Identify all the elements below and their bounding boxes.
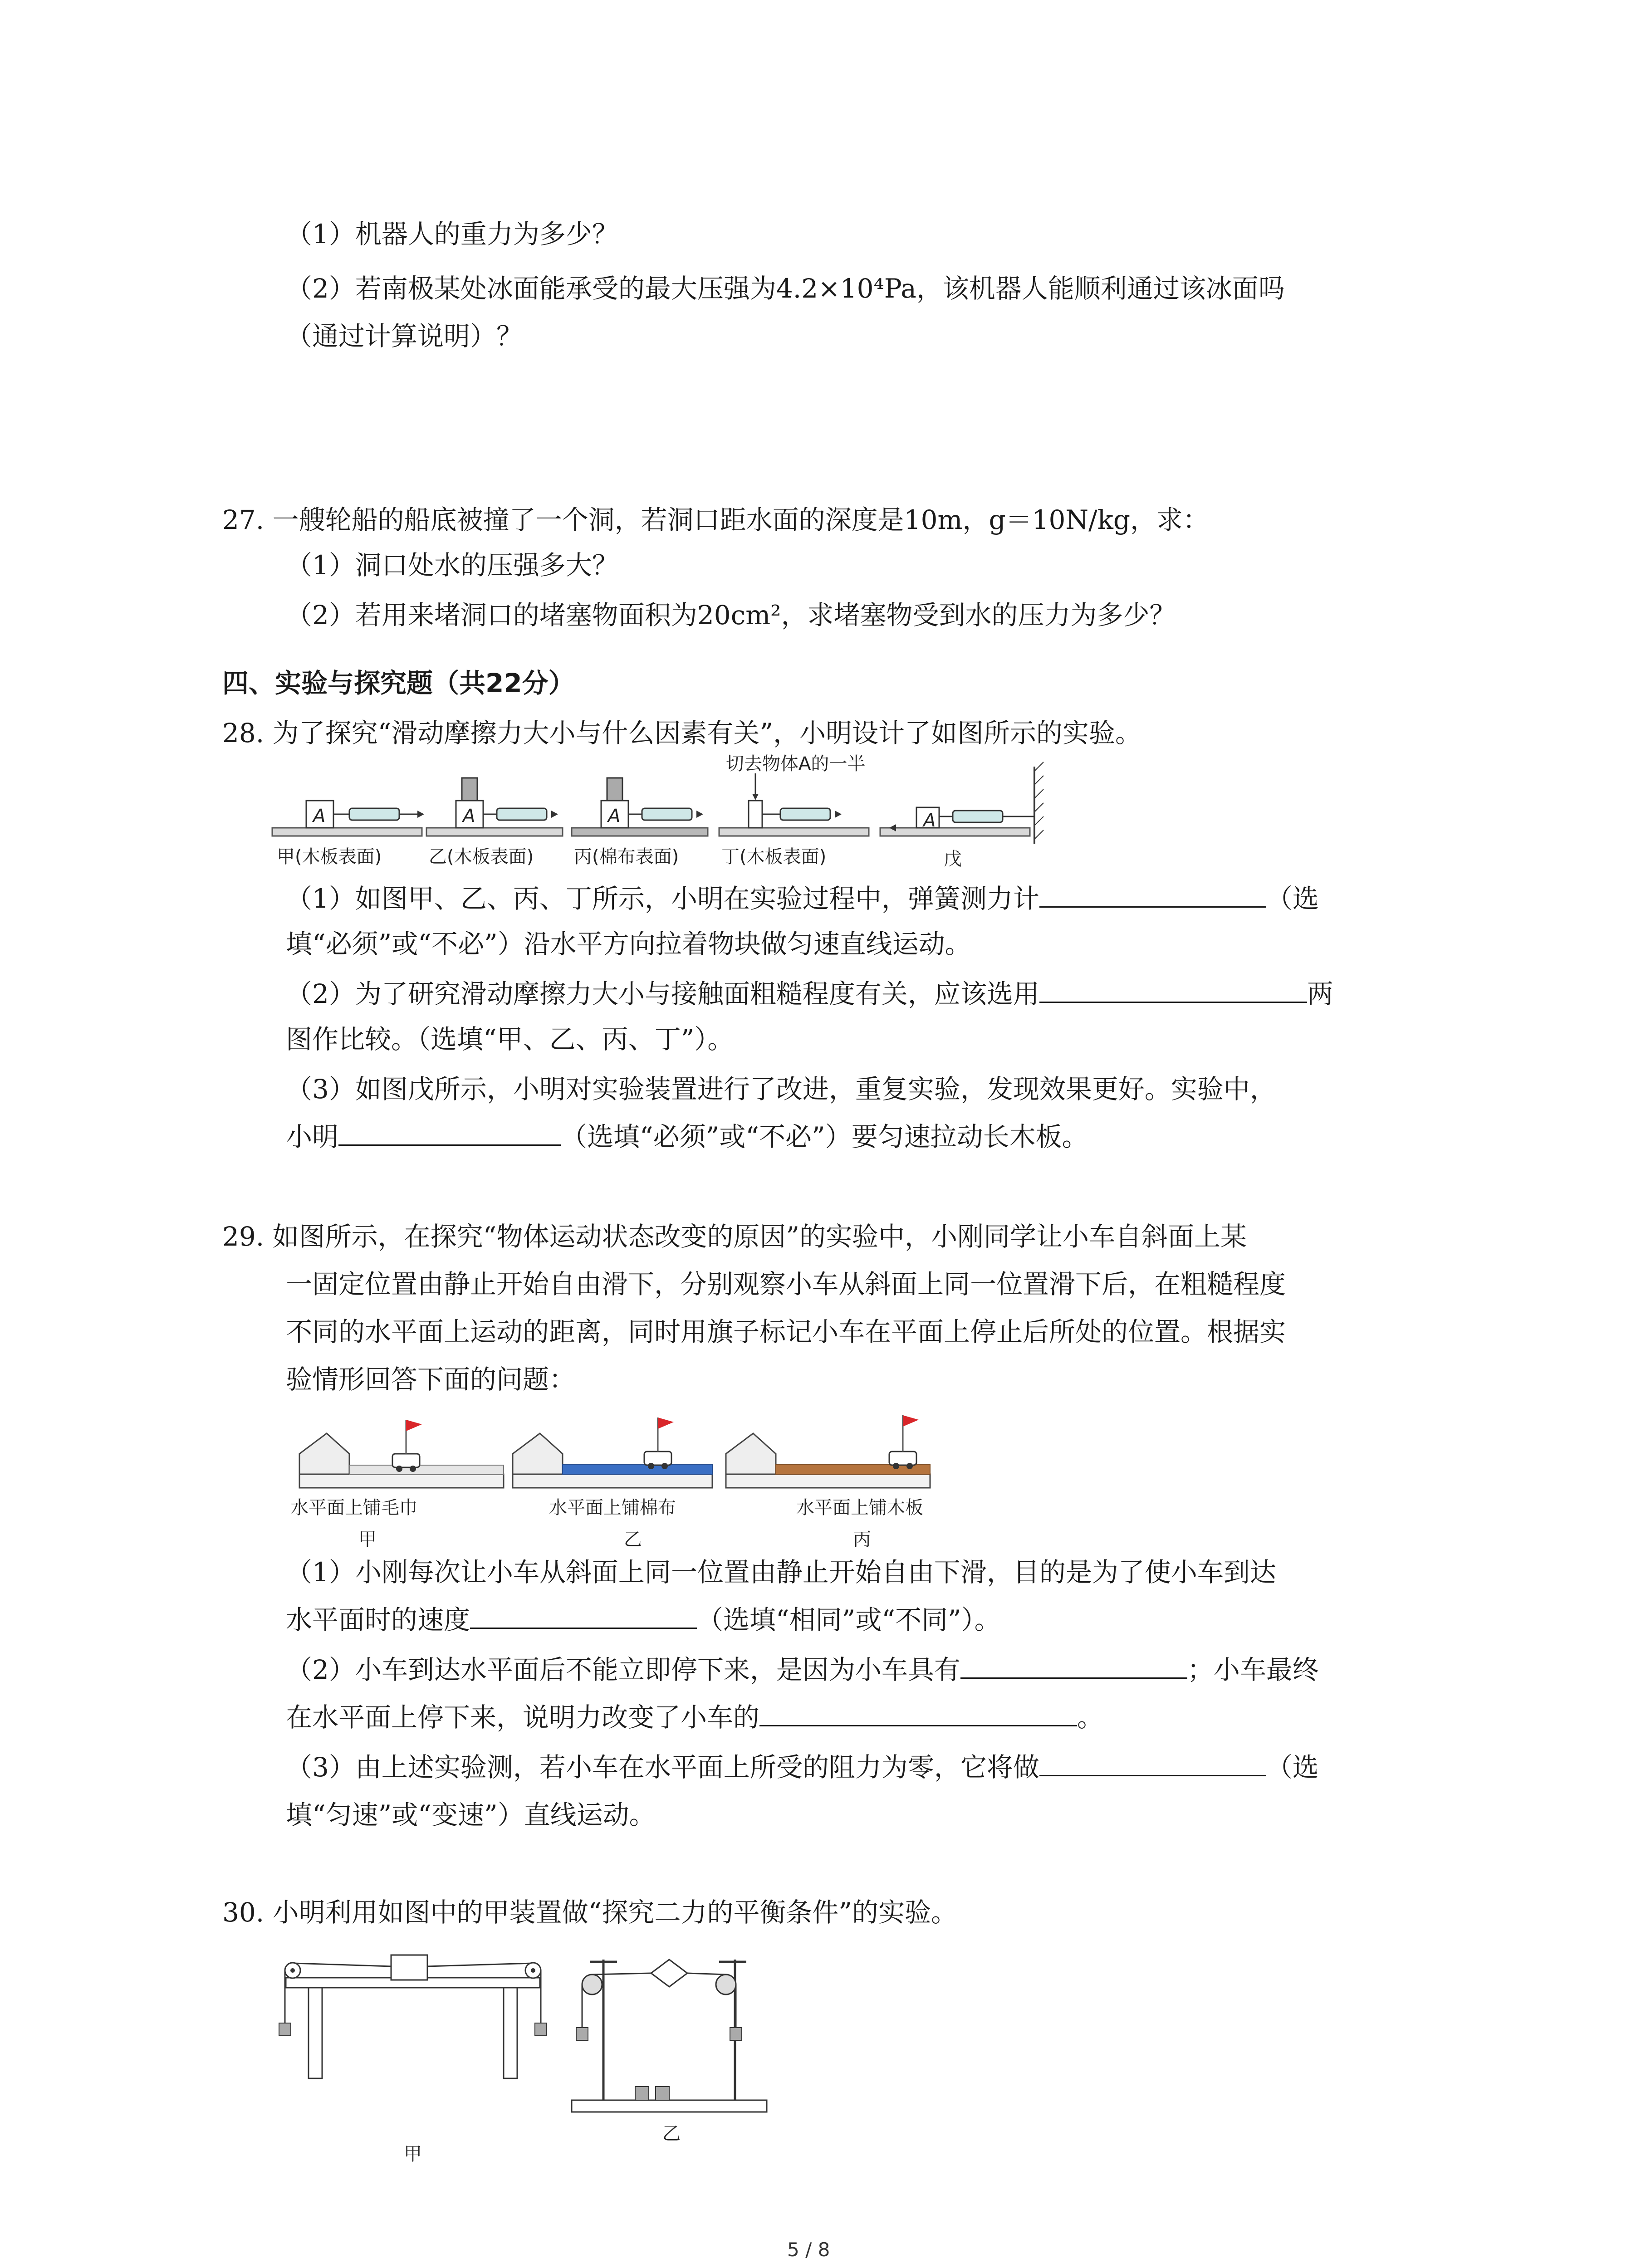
block-label-wu: A [923, 810, 936, 831]
caption-name-bing: 丙 [853, 1529, 871, 1550]
q29-answer-blank-2[interactable] [960, 1654, 1187, 1679]
q29-part1-tail: （选填“相同”或“不同”）。 [697, 1604, 1001, 1635]
q29-part3-line2: 填“匀速”或“变速”）直线运动。 [286, 1799, 656, 1830]
q26-part2-line2: （通过计算说明）？ [286, 321, 523, 352]
q29-part2-end: 。 [1077, 1702, 1104, 1733]
q29-part1-line2 [286, 1603, 1001, 1636]
q29-answer-blank-4[interactable] [1039, 1751, 1266, 1776]
block-label-jia: A [313, 806, 326, 826]
q28-part1-line1 [286, 882, 1319, 915]
caption-wood: 水平面上铺木板 [796, 1497, 923, 1518]
setup-jia [272, 801, 424, 836]
q29-part2-line1 [286, 1653, 1319, 1686]
q29-part2-mid: ；小车最终 [1187, 1654, 1319, 1685]
setup-cotton [513, 1418, 712, 1488]
caption-apparatus-yi: 乙 [662, 2123, 681, 2144]
caption-apparatus-jia: 甲 [404, 2144, 422, 2165]
caption-name-jia: 甲 [358, 1529, 377, 1550]
q29-part1-text: 水平面时的速度 [286, 1604, 470, 1635]
q27-part1: （1）洞口处水的压强多大？ [286, 550, 618, 581]
setup-ding [719, 773, 869, 836]
q29-stem-line4: 验情形回答下面的问题： [286, 1364, 576, 1395]
q28-part3-line2 [286, 1120, 1088, 1153]
setup-towel [299, 1420, 504, 1488]
block-label-yi: A [463, 806, 475, 826]
q29-answer-blank-1[interactable] [470, 1604, 697, 1629]
cut-half-label: 切去物体A的一半 [726, 753, 866, 774]
q29-stem-line3: 不同的水平面上运动的距离，同时用旗子标记小车在平面上停止后所处的位置。根据实 [286, 1316, 1286, 1347]
q28-part3-line1: （3）如图戊所示，小明对实验装置进行了改进，重复实验，发现效果更好。实验中， [286, 1074, 1276, 1105]
page-number: 5 / 8 [787, 2239, 830, 2261]
q29-part2-text2: 在水平面上停下来，说明力改变了小车的 [286, 1702, 760, 1733]
caption-bing: 丙(棉布表面) [574, 846, 679, 867]
incline-cart-figure [299, 1406, 953, 1497]
q29-stem-line1: 29. 如图所示，在探究“物体运动状态改变的原因”的实验中，小刚同学让小车自斜面上某 [222, 1221, 1247, 1252]
q28-part1-text: （1）如图甲、乙、丙、丁所示，小明在实验过程中，弹簧测力计 [286, 883, 1039, 914]
q28-part2-tail: 两 [1307, 978, 1333, 1009]
q29-answer-blank-3[interactable] [759, 1701, 1077, 1726]
caption-wu: 戊 [944, 849, 962, 870]
caption-name-yi: 乙 [624, 1529, 642, 1550]
setup-bing [572, 778, 708, 836]
apparatus-yi [572, 1960, 767, 2112]
caption-jia: 甲(木板表面) [277, 846, 382, 867]
q28-answer-blank-2[interactable] [1039, 978, 1307, 1003]
setup-wu [880, 762, 1043, 844]
force-balance-figure [272, 1941, 826, 2132]
caption-towel: 水平面上铺毛巾 [290, 1497, 417, 1518]
caption-cotton: 水平面上铺棉布 [549, 1497, 676, 1518]
q28-part1-tail: （选 [1266, 883, 1319, 914]
apparatus-jia [279, 1955, 547, 2078]
setup-wood [726, 1415, 930, 1488]
caption-ding: 丁(木板表面) [721, 846, 827, 867]
q28-part2-line2: 图作比较。（选填“甲、乙、丙、丁”）。 [286, 1024, 734, 1055]
q28-part2-line1 [286, 978, 1333, 1010]
q28-answer-blank-1[interactable] [1039, 883, 1266, 908]
q29-part3-line1 [286, 1751, 1319, 1784]
q28-part1-line2: 填“必须”或“不必”）沿水平方向拉着物块做匀速直线运动。 [286, 929, 971, 959]
q28-part3-text: 小明 [286, 1121, 339, 1152]
q29-part3-tail: （选 [1266, 1752, 1319, 1783]
q28-part3-tail: （选填“必须”或“不必”）要匀速拉动长木板。 [561, 1121, 1088, 1152]
q29-stem-line2: 一固定位置由静止开始自由滑下，分别观察小车从斜面上同一位置滑下后，在粗糙程度 [286, 1269, 1286, 1300]
q30-stem: 30. 小明利用如图中的甲装置做“探究二力的平衡条件”的实验。 [222, 1897, 957, 1928]
q29-part3-text: （3）由上述实验测，若小车在水平面上所受的阻力为零，它将做 [286, 1752, 1039, 1783]
q28-answer-blank-3[interactable] [338, 1121, 561, 1146]
q29-part1-line1: （1）小刚每次让小车从斜面上同一位置由静止开始自由下滑，目的是为了使小车到达 [286, 1557, 1276, 1588]
block-label-bing: A [608, 806, 621, 826]
q29-part2-line2 [286, 1701, 1103, 1734]
q28-part2-text: （2）为了研究滑动摩擦力大小与接触面粗糙程度有关，应该选用 [286, 978, 1039, 1009]
caption-yi: 乙(木板表面) [429, 846, 534, 867]
q28-stem: 28. 为了探究“滑动摩擦力大小与什么因素有关”，小明设计了如图所示的实验。 [222, 718, 1141, 748]
q27-stem: 27. 一艘轮船的船底被撞了一个洞，若洞口距水面的深度是10m，g＝10N/kg，求： [222, 504, 1209, 535]
setup-yi [426, 778, 563, 836]
q27-part2: （2）若用来堵洞口的堵塞物面积为20cm²，求堵塞物受到水的压力为多少？ [286, 600, 1176, 631]
section-heading: 四、实验与探究题（共22分） [222, 668, 575, 699]
q29-part2-text: （2）小车到达水平面后不能立即停下来，是因为小车具有 [286, 1654, 960, 1685]
q26-part2-line1: （2）若南极某处冰面能承受的最大压强为4.2×10⁴Pa，该机器人能顺利通过该冰面吗 [286, 273, 1285, 304]
q26-part1: （1）机器人的重力为多少？ [286, 219, 618, 249]
